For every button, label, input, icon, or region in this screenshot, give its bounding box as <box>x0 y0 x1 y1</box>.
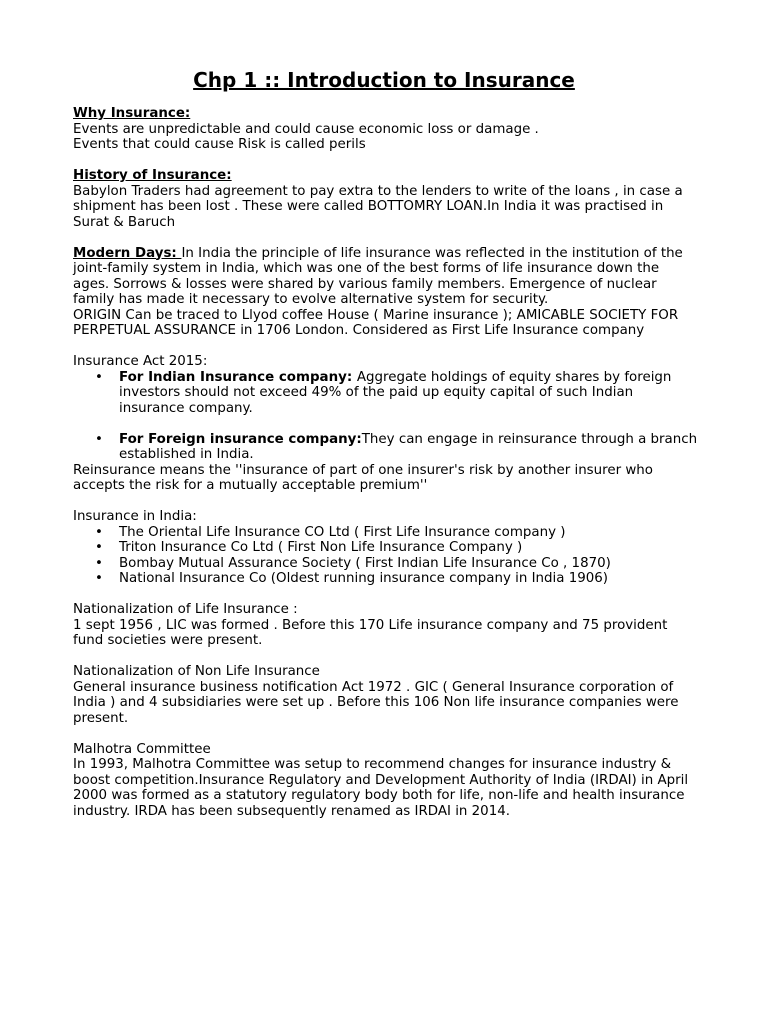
insurance-in-india-section <box>73 509 699 587</box>
history-heading: History of Insurance: <box>73 168 232 183</box>
nationalization-life-heading: Nationalization of Life Insurance : <box>73 602 298 617</box>
bullet-icon: • <box>95 431 103 447</box>
modern-days-text: In India the principle of life insurance was reflected in the institution of the joint-family system in India, which was one of the best forms of life insurance down the ages. Sorrows & losses were shared by various family members. Emergence of nuclear family has made it necessary to evolve alternative system for security. <box>73 245 683 307</box>
list-spacer <box>73 416 699 432</box>
document-body <box>73 106 699 819</box>
bullet-icon: • <box>95 555 103 571</box>
history-text: Babylon Traders had agreement to pay extra to the lenders to write of the loans , in case a shipment has been lost . These were called BOTTOMRY LOAN.In India it was practised in Surat & Baruch <box>73 183 683 230</box>
insurance-in-india-list <box>73 525 699 587</box>
list-item-text: National Insurance Co (Oldest running insurance company in India 1906) <box>119 571 609 586</box>
list-item-text: The Oriental Life Insurance CO Ltd ( First Life Insurance company ) <box>119 524 566 540</box>
bullet-icon: • <box>95 369 103 385</box>
why-insurance-section <box>73 106 699 153</box>
history-section <box>73 168 699 230</box>
nationalization-life-text: 1 sept 1956 , LIC was formed . Before this 170 Life insurance company and 75 provident fund societies were present. <box>73 617 668 648</box>
insurance-act-list <box>73 370 699 463</box>
list-item-text: Triton Insurance Co Ltd ( First Non Life Insurance Company ) <box>119 540 523 555</box>
nationalization-nonlife-heading: Nationalization of Non Life Insurance <box>73 664 320 679</box>
list-item <box>73 540 699 556</box>
foreign-company-text: They can engage in reinsurance through a branch established in India. <box>119 431 698 462</box>
list-item <box>73 571 699 587</box>
reinsurance-text: Reinsurance means the ''insurance of part of one insurer's risk by another insurer who accepts the risk for a mutually acceptable premium'' <box>73 462 653 493</box>
why-insurance-line-1: Events are unpredictable and could cause economic loss or damage . <box>73 121 539 137</box>
malhotra-section <box>73 742 699 820</box>
bullet-icon: • <box>95 571 103 586</box>
modern-days-heading: Modern Days: <box>73 245 182 261</box>
malhotra-text: In 1993, Malhotra Committee was setup to recommend changes for insurance industry & boost competition.Insurance Regulatory and Development Authority of India (IRDAI) in April 2000 was formed as a statutory regulatory body both for life, non-life and health insurance industry. IRDA has been subsequently renamed as IRDAI in 2014. <box>73 757 689 819</box>
why-insurance-line-2: Events that could cause Risk is called perils <box>73 137 366 152</box>
nationalization-nonlife-section <box>73 664 699 726</box>
bullet-icon: • <box>95 540 103 555</box>
origin-text: ORIGIN Can be traced to Llyod coffee House ( Marine insurance ); AMICABLE SOCIETY FOR PERPETUAL ASSURANCE in 1706 London. Considered as First Life Insurance company <box>73 307 679 338</box>
list-item <box>73 370 699 417</box>
list-item-text: Bombay Mutual Assurance Society ( First Indian Life Insurance Co , 1870) <box>119 555 611 571</box>
insurance-act-section <box>73 354 699 494</box>
modern-days-section <box>73 246 699 339</box>
malhotra-heading: Malhotra Committee <box>73 741 211 757</box>
nationalization-nonlife-text: General insurance business notification Act 1972 . GIC ( General Insurance corporation of India ) and 4 subsidiaries were set up . Before this 106 Non life insurance companies were present. <box>73 679 679 726</box>
insurance-act-heading: Insurance Act 2015: <box>73 354 208 369</box>
indian-company-label: For Indian Insurance company: <box>119 369 357 385</box>
list-item <box>73 556 699 572</box>
why-insurance-heading: Why Insurance: <box>73 106 191 121</box>
bullet-icon: • <box>95 524 103 540</box>
indian-company-text: Aggregate holdings of equity shares by foreign investors should not exceed 49% of the paid up equity capital of such Indian insurance company. <box>119 369 672 416</box>
list-item <box>73 525 699 541</box>
page-title: Chp 1 :: Introduction to Insurance <box>193 68 575 92</box>
insurance-in-india-heading: Insurance in India: <box>73 509 197 524</box>
list-item <box>73 432 699 463</box>
foreign-company-label: For Foreign insurance company: <box>119 431 362 447</box>
nationalization-life-section <box>73 602 699 649</box>
